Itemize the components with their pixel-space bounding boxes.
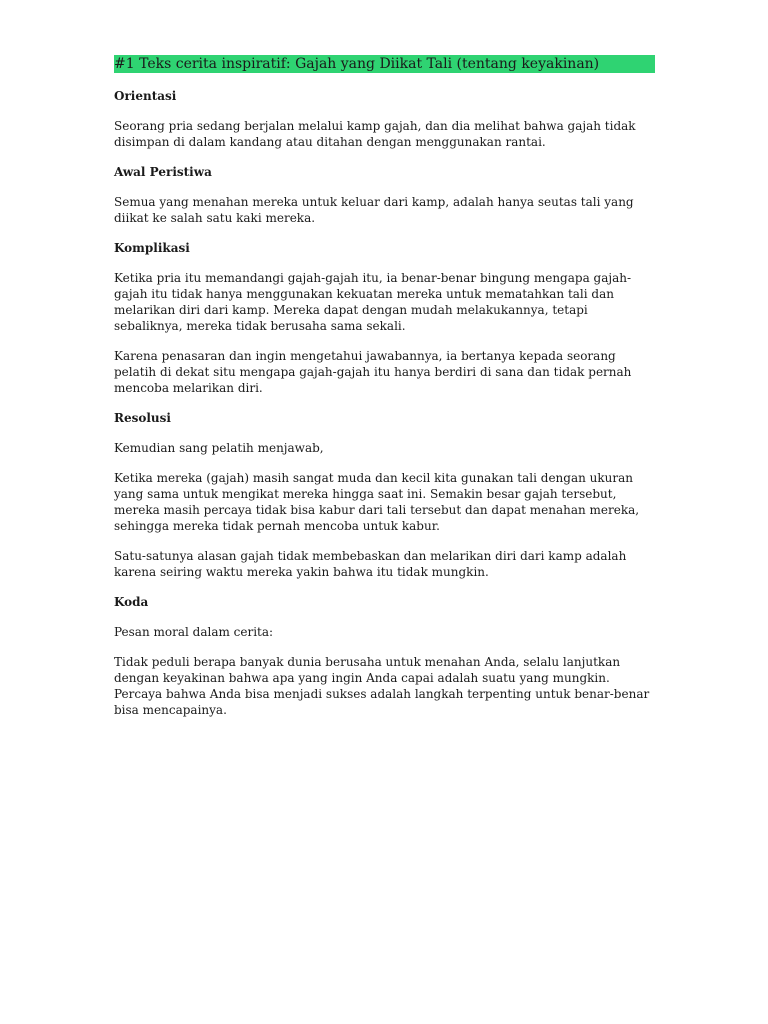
paragraph: Kemudian sang pelatih menjawab,	[114, 441, 324, 455]
section-komplikasi	[114, 240, 655, 396]
section-heading: Resolusi	[114, 411, 171, 425]
section-awal-peristiwa	[114, 164, 655, 226]
section-heading: Orientasi	[114, 89, 177, 103]
document-page	[114, 55, 655, 732]
paragraph: Ketika pria itu memandangi gajah-gajah itu, ia benar-benar bingung mengapa gajah-gajah itu tidak hanya menggunakan kekuatan mereka untuk mematahkan tali dan melarikan diri dari kamp. Mereka dapat dengan mudah melakukannya, tetapi sebaliknya, mereka tidak berusaha sama sekali.	[114, 271, 632, 333]
paragraph: Ketika mereka (gajah) masih sangat muda dan kecil kita gunakan tali dengan ukuran yang sama untuk mengikat mereka hingga saat ini. Semakin besar gajah tersebut, mereka masih percaya tidak bisa kabur dari tali tersebut dan dapat menahan mereka, sehingga mereka tidak pernah mencoba untuk kabur.	[114, 471, 640, 533]
paragraph: Semua yang menahan mereka untuk keluar dari kamp, adalah hanya seutas tali yang diikat ke salah satu kaki mereka.	[114, 195, 634, 225]
section-resolusi	[114, 410, 655, 580]
document-title: #1 Teks cerita inspiratif: Gajah yang Diikat Tali (tentang keyakinan)	[114, 55, 655, 73]
section-orientasi	[114, 88, 655, 150]
section-heading: Komplikasi	[114, 241, 190, 255]
paragraph: Seorang pria sedang berjalan melalui kamp gajah, dan dia melihat bahwa gajah tidak disimpan di dalam kandang atau ditahan dengan menggunakan rantai.	[114, 119, 636, 149]
section-heading: Awal Peristiwa	[114, 165, 212, 179]
paragraph: Karena penasaran dan ingin mengetahui jawabannya, ia bertanya kepada seorang pelatih di dekat situ mengapa gajah-gajah itu hanya berdiri di sana dan tidak pernah mencoba melarikan diri.	[114, 349, 632, 395]
paragraph: Satu-satunya alasan gajah tidak membebaskan dan melarikan diri dari kamp adalah karena seiring waktu mereka yakin bahwa itu tidak mungkin.	[114, 549, 627, 579]
section-koda	[114, 594, 655, 718]
section-heading: Koda	[114, 595, 149, 609]
paragraph: Tidak peduli berapa banyak dunia berusaha untuk menahan Anda, selalu lanjutkan dengan keyakinan bahwa apa yang ingin Anda capai adalah suatu yang mungkin. Percaya bahwa Anda bisa menjadi sukses adalah langkah terpenting untuk benar-benar bisa mencapainya.	[114, 655, 650, 717]
paragraph: Pesan moral dalam cerita:	[114, 625, 274, 639]
